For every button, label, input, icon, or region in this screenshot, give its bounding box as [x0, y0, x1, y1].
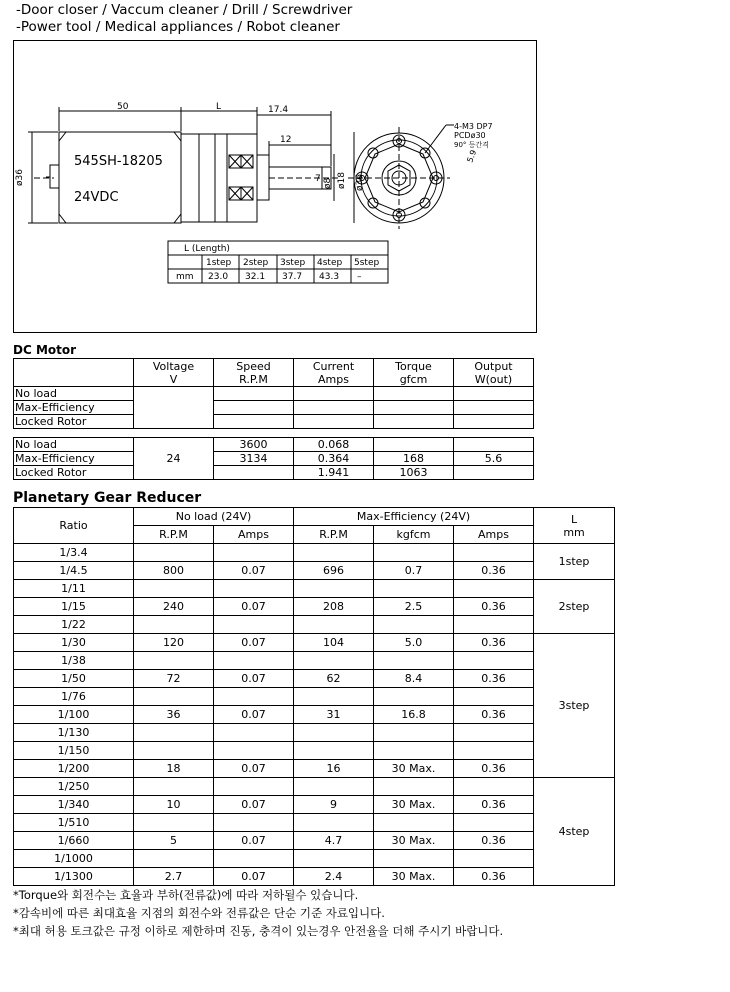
voltage-label: 24VDC [74, 190, 119, 205]
motor-body [59, 132, 181, 223]
ratio-cell: 1/4.5 [14, 562, 134, 580]
table-row [14, 778, 615, 796]
maxeff-rpm-cell: 16 [294, 760, 374, 778]
maxeff-amps-cell [454, 814, 534, 832]
ratio-cell: 1/76 [14, 688, 134, 706]
maxeff-rpm-cell: 208 [294, 598, 374, 616]
length-header-4: 4step [317, 258, 343, 268]
notes [13, 886, 503, 940]
table-row [14, 580, 615, 598]
dc-speed: 3134 [214, 452, 294, 466]
step-cell: 3step [534, 634, 615, 778]
ratio-cell: 1/30 [14, 634, 134, 652]
noload-amps-cell [214, 544, 294, 562]
maxeff-amps-cell: 0.36 [454, 598, 534, 616]
maxeff-rpm-cell: 4.7 [294, 832, 374, 850]
table-row [14, 706, 615, 724]
dc-data-row [14, 438, 534, 452]
noload-amps-cell: 0.07 [214, 634, 294, 652]
length-value-1: 23.0 [208, 272, 229, 282]
noload-amps-cell: 0.07 [214, 868, 294, 886]
dim-50-label: 50 [117, 102, 129, 112]
note-1: *Torque와 회전수는 효율과 부하(전류값)에 따라 저하될수 있습니다. [13, 888, 359, 902]
step-cell: 2step [534, 580, 615, 634]
noload-amps-cell: 0.07 [214, 598, 294, 616]
noload-amps-cell [214, 580, 294, 598]
maxeff-rpm-cell [294, 778, 374, 796]
ratio-cell: 1/11 [14, 580, 134, 598]
technical-drawing [13, 40, 537, 333]
maxeff-rpm-cell [294, 616, 374, 634]
maxeff-amps-cell [454, 724, 534, 742]
dim-7-label: 7 [315, 174, 321, 184]
maxeff-amps-cell [454, 688, 534, 706]
length-header-1: 1step [206, 258, 232, 268]
maxeff-torque-cell: 8.4 [374, 670, 454, 688]
length-header-3: 3step [280, 258, 306, 268]
dc-header-row [14, 359, 534, 387]
ratio-cell: 1/100 [14, 706, 134, 724]
noload-amps-cell [214, 814, 294, 832]
step-cell: 4step [534, 778, 615, 886]
gearbox-body [181, 134, 257, 222]
dim-phi8-label: ø8 [323, 177, 333, 189]
dc-output [454, 438, 534, 452]
table-row [14, 688, 615, 706]
maxeff-amps-cell [454, 850, 534, 868]
drawing-svg [14, 41, 536, 332]
note-5-9: 5.9 [465, 148, 479, 164]
ratio-cell: 1/15 [14, 598, 134, 616]
maxeff-torque-cell: 0.7 [374, 562, 454, 580]
length-value-2: 32.1 [245, 272, 266, 282]
maxeff-torque-cell [374, 616, 454, 634]
maxeff-amps-cell [454, 580, 534, 598]
noload-rpm-cell [134, 778, 214, 796]
noload-rpm-cell: 800 [134, 562, 214, 580]
table-row [14, 670, 615, 688]
maxeff-rpm-cell: 9 [294, 796, 374, 814]
ratio-cell: 1/50 [14, 670, 134, 688]
kgfcm-header: kgfcm [374, 526, 454, 544]
maxeff-amps-cell [454, 544, 534, 562]
maxeff-amps-cell [454, 616, 534, 634]
maxeff-rpm-cell: 62 [294, 670, 374, 688]
maxeff-torque-cell: 2.5 [374, 598, 454, 616]
length-value-4: 43.3 [319, 272, 340, 282]
noload-rpm-cell: 10 [134, 796, 214, 814]
noload-amps-cell [214, 742, 294, 760]
noload-rpm-cell: 5 [134, 832, 214, 850]
table-row [14, 562, 615, 580]
maxeff-amps-cell: 0.36 [454, 670, 534, 688]
maxeff-rpm-cell [294, 742, 374, 760]
length-value-5: – [357, 272, 362, 282]
planetary-body [14, 544, 615, 886]
length-value-3: 37.7 [282, 272, 303, 282]
note-pcd: PCDø30 [454, 131, 486, 140]
dc-motor-title: DC Motor [13, 343, 77, 357]
maxeff-rpm-cell [294, 580, 374, 598]
table-row [14, 814, 615, 832]
noload-amps-cell [214, 652, 294, 670]
maxeff-amps-cell: 0.36 [454, 868, 534, 886]
maxeff-torque-cell: 5.0 [374, 634, 454, 652]
noload-rpm-cell [134, 850, 214, 868]
maxeff-rpm-cell [294, 850, 374, 868]
maxeff-amps-cell: 0.36 [454, 760, 534, 778]
dc-header-speed: Speed R.P.M [214, 359, 294, 387]
table-row [14, 634, 615, 652]
noload-amps-cell: 0.07 [214, 670, 294, 688]
maxeff-torque-cell [374, 580, 454, 598]
maxeff-torque-cell: 30 Max. [374, 868, 454, 886]
ratio-cell: 1/660 [14, 832, 134, 850]
noload-rpm-cell [134, 580, 214, 598]
noload-amps-cell: 0.07 [214, 760, 294, 778]
noload-rpm-cell: 36 [134, 706, 214, 724]
dc-blank-label: Max-Efficiency [14, 401, 134, 415]
maxeff-amps-cell: 0.36 [454, 706, 534, 724]
ratio-cell: 1/250 [14, 778, 134, 796]
planetary-table [13, 507, 615, 886]
maxeff-amps-cell [454, 652, 534, 670]
table-row [14, 760, 615, 778]
maxeff-rpm-cell: 696 [294, 562, 374, 580]
ratio-cell: 1/510 [14, 814, 134, 832]
maxeff-rpm-cell [294, 544, 374, 562]
dc-blank-row [14, 401, 534, 415]
dc-header-current: Current Amps [294, 359, 374, 387]
ratio-cell: 1/200 [14, 760, 134, 778]
dc-motor-blank-table [13, 358, 534, 429]
dc-voltage-value: 24 [134, 438, 214, 480]
no-load-header: No load (24V) [134, 508, 294, 526]
maxeff-torque-cell [374, 724, 454, 742]
ratio-cell: 1/38 [14, 652, 134, 670]
maxeff-rpm-cell [294, 724, 374, 742]
dc-row-label: Max-Efficiency [14, 452, 134, 466]
dc-torque: 168 [374, 452, 454, 466]
table-row [14, 724, 615, 742]
noload-rpm-cell: 120 [134, 634, 214, 652]
noload-amps-cell [214, 616, 294, 634]
maxeff-torque-cell [374, 778, 454, 796]
dc-blank-label: No load [14, 387, 134, 401]
dc-torque [374, 438, 454, 452]
noload-rpm-cell [134, 544, 214, 562]
noload-rpm-cell [134, 724, 214, 742]
maxeff-torque-cell [374, 688, 454, 706]
maxeff-torque-cell: 30 Max. [374, 832, 454, 850]
table-row [14, 544, 615, 562]
ratio-cell: 1/130 [14, 724, 134, 742]
maxeff-amps-cell: 0.36 [454, 832, 534, 850]
noload-rpm-cell [134, 742, 214, 760]
maxeff-amps-cell [454, 778, 534, 796]
ratio-cell: 1/1000 [14, 850, 134, 868]
applications-line-2: -Power tool / Medical appliances / Robot cleaner [16, 19, 340, 35]
dc-blank-row [14, 387, 534, 401]
model-label: 545SH-18205 [74, 154, 163, 169]
dc-torque: 1063 [374, 466, 454, 480]
maxeff-torque-cell: 30 Max. [374, 760, 454, 778]
maxeff-torque-cell [374, 742, 454, 760]
rpm-header: R.P.M [134, 526, 214, 544]
length-table-title: L (Length) [184, 244, 230, 254]
maxeff-torque-cell [374, 814, 454, 832]
dc-blank-voltage [134, 387, 214, 429]
dc-output: 5.6 [454, 452, 534, 466]
maxeff-rpm-cell: 2.4 [294, 868, 374, 886]
noload-rpm-cell: 72 [134, 670, 214, 688]
dc-current: 1.941 [294, 466, 374, 480]
table-row [14, 868, 615, 886]
dc-output [454, 466, 534, 480]
dc-speed [214, 466, 294, 480]
dc-row-label: Locked Rotor [14, 466, 134, 480]
dc-row-label: No load [14, 438, 134, 452]
ratio-cell: 1/3.4 [14, 544, 134, 562]
noload-amps-cell [214, 850, 294, 868]
maxeff-rpm-cell: 31 [294, 706, 374, 724]
noload-rpm-cell: 18 [134, 760, 214, 778]
dc-data-row [14, 452, 534, 466]
maxeff-torque-cell: 16.8 [374, 706, 454, 724]
dc-data-row [14, 466, 534, 480]
max-eff-header: Max-Efficiency (24V) [294, 508, 534, 526]
noload-amps-cell [214, 688, 294, 706]
noload-amps-cell: 0.07 [214, 706, 294, 724]
maxeff-torque-cell: 30 Max. [374, 796, 454, 814]
dc-header-voltage: Voltage V [134, 359, 214, 387]
dim-phi36-right-label: ø36 [355, 174, 365, 191]
dc-speed: 3600 [214, 438, 294, 452]
dc-motor-data-table [13, 437, 534, 480]
dc-header-blank [14, 359, 134, 387]
rpm-header: R.P.M [294, 526, 374, 544]
maxeff-torque-cell [374, 652, 454, 670]
table-row [14, 616, 615, 634]
maxeff-torque-cell [374, 850, 454, 868]
amps-header: Amps [214, 526, 294, 544]
noload-rpm-cell [134, 652, 214, 670]
maxeff-rpm-cell [294, 814, 374, 832]
table-row [14, 652, 615, 670]
noload-amps-cell [214, 778, 294, 796]
step-cell: 1step [534, 544, 615, 580]
ratio-cell: 1/150 [14, 742, 134, 760]
dc-header-torque: Torque gfcm [374, 359, 454, 387]
ratio-cell: 1/22 [14, 616, 134, 634]
maxeff-rpm-cell [294, 652, 374, 670]
noload-rpm-cell [134, 814, 214, 832]
length-header-2: 2step [243, 258, 269, 268]
maxeff-torque-cell [374, 544, 454, 562]
noload-rpm-cell [134, 688, 214, 706]
note-m3: 4-M3 DP7 [454, 122, 493, 131]
dim-12-label: 12 [280, 135, 292, 145]
amps-header: Amps [454, 526, 534, 544]
noload-amps-cell: 0.07 [214, 796, 294, 814]
table-row [14, 796, 615, 814]
noload-amps-cell [214, 724, 294, 742]
dc-blank-row [14, 415, 534, 429]
l-header: L mm [534, 508, 615, 544]
note-90: 90° 등간격 [454, 141, 489, 149]
length-unit: mm [176, 272, 194, 282]
length-header-5: 5step [354, 258, 380, 268]
maxeff-rpm-cell: 104 [294, 634, 374, 652]
dim-phi18-label: ø18 [337, 172, 347, 189]
noload-amps-cell: 0.07 [214, 832, 294, 850]
maxeff-rpm-cell [294, 688, 374, 706]
note-3: *최대 허용 토크값은 규정 이하로 제한하며 진동, 충격이 있는경우 안전율을 더해 주시기 바랍니다. [13, 924, 504, 938]
maxeff-amps-cell: 0.36 [454, 634, 534, 652]
noload-rpm-cell: 240 [134, 598, 214, 616]
maxeff-amps-cell: 0.36 [454, 562, 534, 580]
table-row [14, 742, 615, 760]
dc-current: 0.364 [294, 452, 374, 466]
noload-amps-cell: 0.07 [214, 562, 294, 580]
dc-current: 0.068 [294, 438, 374, 452]
dim-phi36-label: ø36 [15, 169, 25, 186]
table-row [14, 598, 615, 616]
applications-line-1: -Door closer / Vaccum cleaner / Drill / Screwdriver [16, 2, 353, 18]
noload-rpm-cell: 2.7 [134, 868, 214, 886]
maxeff-amps-cell: 0.36 [454, 796, 534, 814]
planetary-title: Planetary Gear Reducer [13, 490, 202, 506]
dim-17-4-label: 17.4 [268, 105, 289, 115]
ratio-cell: 1/1300 [14, 868, 134, 886]
ratio-cell: 1/340 [14, 796, 134, 814]
dc-blank-label: Locked Rotor [14, 415, 134, 429]
table-row [14, 832, 615, 850]
dc-header-output: Output W(out) [454, 359, 534, 387]
note-2: *감속비에 따른 최대효율 지점의 회전수와 전류값은 단순 기준 자료입니다. [13, 906, 385, 920]
table-row [14, 850, 615, 868]
ratio-header: Ratio [14, 508, 134, 544]
noload-rpm-cell [134, 616, 214, 634]
planetary-header-row-1 [14, 508, 615, 526]
dim-l-label: L [216, 102, 222, 112]
maxeff-amps-cell [454, 742, 534, 760]
